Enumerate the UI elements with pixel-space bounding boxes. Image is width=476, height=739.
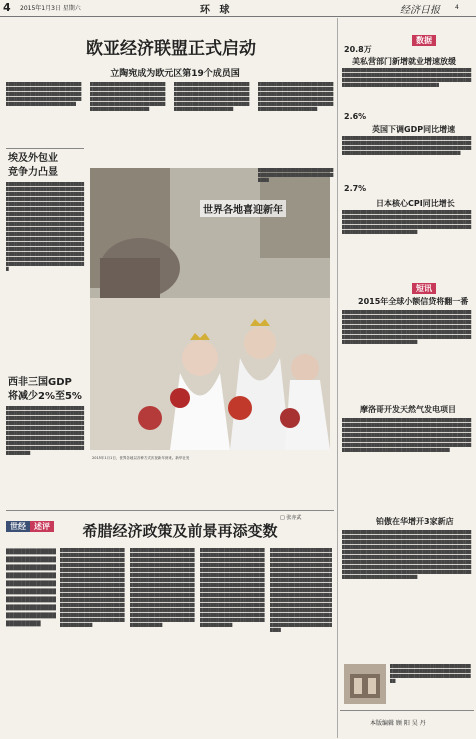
stat-1-number: 20.8万	[344, 45, 372, 54]
bottom-byline: □ 张亦武	[280, 515, 302, 521]
store-photo-caption: ████████████████████████████████████████████████████████████████████████████████████████████	[390, 664, 471, 683]
brief-tag	[412, 276, 436, 295]
left-headline-1a: 埃及外包业	[8, 153, 58, 164]
brief-2-text: ████████████████████████████████████████████████████████████████████████████████████████████████████████████████████████████████████████████████████████████████████████████████████████████████████████████████████████████████████████████████████████████████████████████████████████████████████████████████████████████████████████	[342, 418, 472, 452]
stat-2-headline: 英国下调GDP同比增速	[372, 125, 456, 134]
article-text-col3: ██████████████████████████████████████████████████████████████████████████████████████████████████████████████████████████████████████████████████████████████████	[174, 82, 250, 111]
bottom-lead-text: ██████████████████████████████████████████████████████████████████████████████████████████████████████████████████████████████	[6, 549, 56, 627]
left-article-1-text: ██████████████████████████████████████████████████████████████████████████████████████████████████████████████████████████████████████████████████████████████████████████████████████████████████████████████████████████████████████████████████████████████████████████████████████████████████████████████████████████████████████████████████████████████████████████████████████████████████████████████████████████████████████████████████████████████████████████████████████████████████████████████	[6, 182, 85, 271]
stat-2-text: ████████████████████████████████████████████████████████████████████████████████████████████████████████████████████████████████████████████████████████████████████████████████████████████	[342, 136, 472, 155]
main-headline: 欧亚经济联盟正式启动	[86, 39, 256, 59]
page-date: 2015年1月3日 星期六	[20, 5, 81, 12]
brief-3-headline: 铂傲在华增开3家新店	[376, 517, 454, 526]
store-photo	[344, 664, 386, 704]
bottom-text-col2: ████████████████████████████████████████████████████████████████████████████████████████████████████████████████████████████████████████████████████████████████████████████████████████████████████████████████████████████████████████████████████████████████████████████████████████████████████████████████████████████████████████████████████████████████████████████████████	[60, 548, 125, 627]
article-text-col2: ██████████████████████████████████████████████████████████████████████████████████████████████████████████████████████████████████████████████████████████████████	[90, 82, 166, 111]
stat-3-text: ████████████████████████████████████████████████████████████████████████████████████████████████████████████████████████████████████████████████████████████████████████████████████████████████████████████████████████████	[342, 210, 472, 234]
article-text-col1: ██████████████████████████████████████████████████████████████████████████████████████████████████████████████████████████████████████████	[6, 82, 82, 106]
brief-1-text: ████████████████████████████████████████████████████████████████████████████████████████████████████████████████████████████████████████████████████████████████████████████████████████████████████████████████████████████████████████████████████████████████████████████████████████████████████████████████████████████	[342, 310, 472, 344]
page-number: 4	[3, 1, 11, 14]
article-text-col4b: ████████████████████████████████████████████████████████████	[258, 168, 334, 182]
bottom-text-col4: ████████████████████████████████████████████████████████████████████████████████████████████████████████████████████████████████████████████████████████████████████████████████████████████████████████████████████████████████████████████████████████████████████████████████████████████████████████████████████████████████████████████████████████████████████████████████████	[200, 548, 265, 627]
photo-caption: 2015年1月1日，世界各地以各种方式庆祝新年到来。新华社发	[92, 456, 190, 460]
brief-tag-label: 短讯	[412, 283, 436, 294]
bottom-text-col3: ████████████████████████████████████████████████████████████████████████████████████████████████████████████████████████████████████████████████████████████████████████████████████████████████████████████████████████████████████████████████████████████████████████████████████████████████████████████████████████████████████████████████████████████████████████████████████	[130, 548, 195, 627]
left-article-2-text: ██████████████████████████████████████████████████████████████████████████████████████████████████████████████████████████████████████████████████████████████████████████████████████████████████████████████████████████████████████████████████████████████████████████████	[6, 406, 85, 455]
stat-2-number: 2.6%	[344, 112, 367, 121]
stat-3-number: 2.7%	[344, 184, 367, 193]
tag-commentary: 述评	[30, 521, 54, 532]
paper-name: 经济日报	[400, 5, 440, 16]
stat-1-text: ████████████████████████████████████████████████████████████████████████████████████████████████████████████████████████████████████████████████████████████████████████████████████	[342, 68, 472, 87]
bottom-rule	[6, 510, 334, 511]
page-number-right: 4	[455, 4, 459, 11]
left-headline-2b: 将减少2%至5%	[8, 391, 82, 402]
article-text-col4: ██████████████████████████████████████████████████████████████████████████████████████████████████████████████████████████████████████████████████████████████████	[258, 82, 334, 111]
main-subhead: 立陶宛成为欧元区第19个成员国	[110, 69, 240, 79]
left-headline-1b: 竞争力凸显	[8, 167, 58, 178]
bottom-headline: 希腊经济政策及前景再添变数	[82, 522, 278, 540]
data-tag	[412, 28, 436, 47]
editor-credit: 本版编辑 顾 阳 吴 丹	[370, 720, 426, 727]
photo-title: 世界各地喜迎新年	[200, 200, 286, 217]
brief-1-headline: 2015年全球小额信贷将翻一番	[358, 297, 469, 306]
brief-2-headline: 摩洛哥开发天然气发电项目	[360, 405, 456, 414]
stat-3-headline: 日本核心CPI同比增长	[376, 199, 455, 208]
left-headline-2a: 西非三国GDP	[8, 377, 72, 388]
brief-3-text: ████████████████████████████████████████████████████████████████████████████████████████████████████████████████████████████████████████████████████████████████████████████████████████████████████████████████████████████████████████████████████████████████████████████████████████████████████████████████████████████████████████████████████████████████████████████████████████████████████████████████████████████████████████████████████████████████████████████	[342, 530, 472, 579]
section-name: 环 球	[200, 5, 233, 16]
store-photo-illustration	[344, 664, 386, 704]
left-rule-1	[6, 148, 84, 149]
stat-1-headline: 美私营部门新增就业增速放缓	[352, 57, 456, 66]
column-divider	[337, 18, 338, 738]
tag-world-economy: 世经	[6, 521, 30, 532]
data-tag-label: 数据	[412, 35, 436, 46]
footer-rule	[340, 710, 474, 711]
bottom-text-col5: ████████████████████████████████████████████████████████████████████████████████████████████████████████████████████████████████████████████████████████████████████████████████████████████████████████████████████████████████████████████████████████████████████████████████████████████████████████████████████████████████████████████████████████████████████████████████████	[270, 548, 332, 632]
